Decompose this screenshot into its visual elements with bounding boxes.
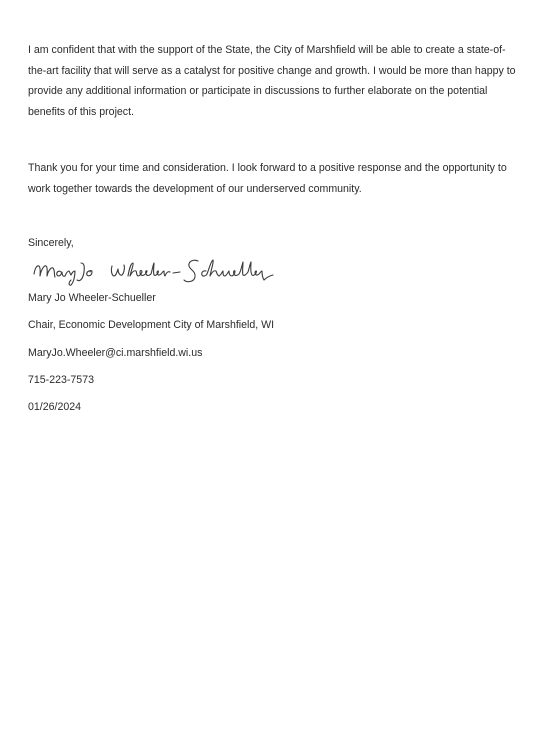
- body-paragraph-2: Thank you for your time and consideration. I look forward to a positive response and the opportunity to work together towards the development of our underserved community.: [28, 162, 507, 195]
- letter-date: 01/26/2024: [28, 401, 82, 413]
- handwritten-signature: [28, 252, 318, 292]
- signer-name: Mary Jo Wheeler-Schueller: [28, 292, 156, 304]
- signer-email: MaryJo.Wheeler@ci.marshfield.wi.us: [28, 347, 203, 359]
- signer-phone: 715-223-7573: [28, 374, 94, 386]
- body-paragraph-1: I am confident that with the support of the State, the City of Marshfield will be able to create a state-of-the-art facility that will serve as a catalyst for positive change and growth. I would be more than happy to provide any additional information or participate in discussions to further elaborate on the potential benefits of this project.: [28, 44, 516, 118]
- closing-salutation: Sincerely,: [28, 237, 74, 249]
- signer-title: Chair, Economic Development City of Marshfield, WI: [28, 319, 275, 331]
